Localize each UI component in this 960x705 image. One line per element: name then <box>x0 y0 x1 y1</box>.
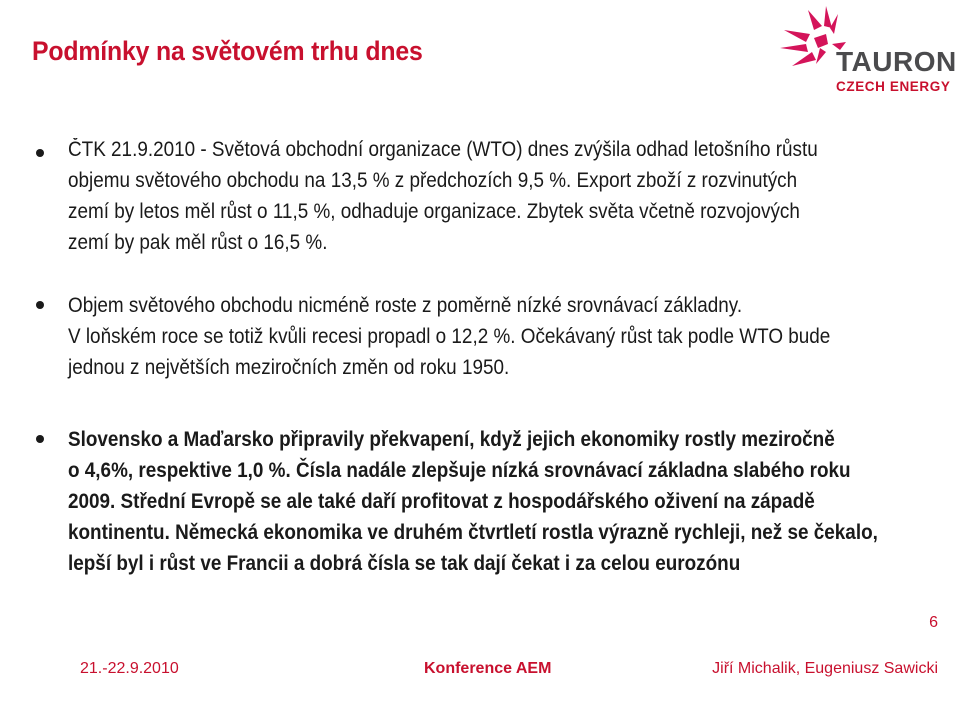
bullet-line: Slovensko a Maďarsko připravily překvapení, když jejich ekonomiky rostly meziročně <box>68 428 835 451</box>
bullet-icon <box>36 435 44 443</box>
bullet-line: o 4,6%, respektive 1,0 %. Čísla nadále zlepšuje nízká srovnávací základna slabého roku <box>68 459 851 482</box>
bullet-line: zemí by pak měl růst o 16,5 %. <box>68 231 328 254</box>
footer-date: 21.-22.9.2010 <box>80 660 179 677</box>
bullet-line: 2009. Střední Evropě se ale také daří profitovat z hospodářského oživení na západě <box>68 490 815 513</box>
bullet-line: zemí by letos měl růst o 11,5 %, odhaduje organizace. Zbytek světa včetně rozvojových <box>68 200 800 223</box>
bullet-line: Objem světového obchodu nicméně roste z poměrně nízké srovnávací základny. <box>68 294 743 317</box>
bullet-line: ČTK 21.9.2010 - Světová obchodní organizace (WTO) dnes zvýšila odhad letošního růstu <box>68 138 818 161</box>
bullet-line: lepší byl i růst ve Francii a dobrá čísla se tak dají čekat i za celou eurozónu <box>68 552 741 575</box>
bullet-icon <box>36 149 44 157</box>
bullet-line: V loňském roce se totiž kvůli recesi propadl o 12,2 %. Očekávaný růst tak podle WTO bude <box>68 325 831 348</box>
bullet-line: objemu světového obchodu na 13,5 % z předchozích 9,5 %. Export zboží z rozvinutých <box>68 169 798 192</box>
bullet-paragraph <box>68 290 860 383</box>
bullet-icon <box>36 301 44 309</box>
bullet-paragraph <box>68 134 860 258</box>
slide-title: Podmínky na světovém trhu dnes <box>32 36 423 66</box>
bullet-line: jednou z největších meziročních změn od roku 1950. <box>68 356 510 379</box>
footer-authors: Jiří Michalik, Eugeniusz Sawicki <box>712 660 938 677</box>
footer-conference: Konference AEM <box>424 660 552 677</box>
bullet-line: kontinentu. Německá ekonomika ve druhém čtvrtletí rostla výrazně rychleji, než se čekalo, <box>68 521 878 544</box>
logo-subtitle: CZECH ENERGY <box>836 79 951 94</box>
page-number: 6 <box>929 614 938 631</box>
bullet-paragraph <box>68 424 878 579</box>
logo-wordmark: TAURON <box>836 46 957 77</box>
